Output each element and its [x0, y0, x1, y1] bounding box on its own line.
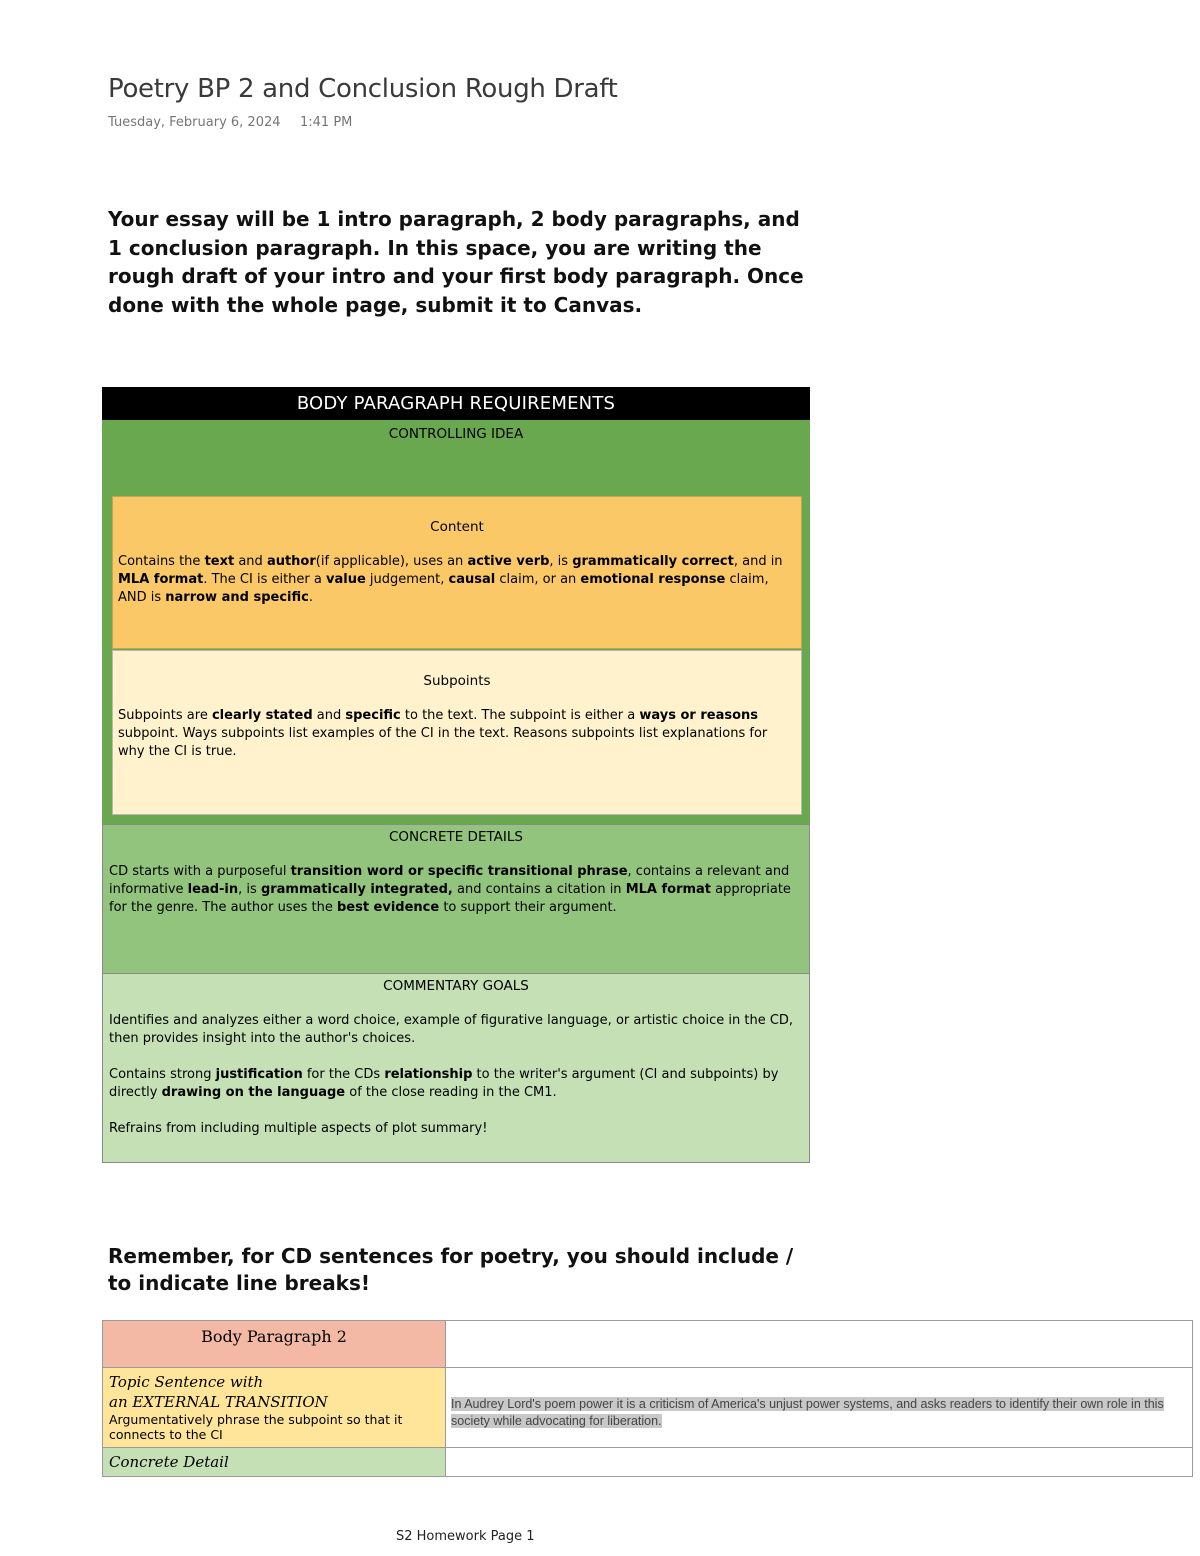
text-bold: best evidence	[336, 900, 440, 915]
text-run: , is	[238, 882, 261, 897]
topic-sentence-label-cell	[103, 1368, 446, 1448]
intro-instructions: Your essay will be 1 intro paragraph, 2 body paragraphs, and 1 conclusion paragraph. In this space, you are writing the rough draft of your intro and your first body paragraph. Once done with the whole page, submit it to Canvas.	[108, 207, 804, 317]
text-run: and	[312, 708, 346, 723]
text-run: appropriate for the genre. The author uses the	[109, 882, 791, 915]
content-box	[112, 496, 802, 649]
requirements-box	[102, 387, 810, 1163]
text-bold: causal	[448, 572, 496, 587]
requirements-header: BODY PARAGRAPH REQUIREMENTS	[102, 387, 810, 420]
commentary-goal-2	[109, 1066, 803, 1102]
page-date: Tuesday, February 6, 2024	[108, 115, 281, 130]
text-bold: grammatically correct	[572, 554, 734, 569]
text-bold: MLA format	[625, 882, 712, 897]
poetry-reminder: Remember, for CD sentences for poetry, you should include / to indicate line breaks!	[108, 1244, 794, 1295]
concrete-details-section	[102, 824, 810, 974]
concrete-detail-label-cell	[103, 1448, 446, 1477]
concrete-details-text	[103, 863, 809, 917]
text-bold: lead-in	[187, 882, 239, 897]
text-bold: relationship	[384, 1067, 473, 1082]
text-run: . The CI is either a	[203, 572, 326, 587]
table-row	[103, 1321, 1193, 1368]
concrete-detail-label: Concrete Detail	[109, 1453, 229, 1471]
text-run: , contains a relevant and informative	[109, 864, 790, 897]
header-blank-cell[interactable]	[446, 1321, 1193, 1368]
text-bold: ways or reasons	[639, 708, 759, 723]
text-run: to the writer's argument (CI and subpoints) by directly	[109, 1067, 779, 1100]
text-bold: author	[266, 554, 316, 569]
text-run: to support their argument.	[439, 900, 617, 915]
subpoints-text	[113, 707, 801, 761]
text-bold: clearly stated	[211, 708, 313, 723]
topic-sentence-label: Topic Sentence with	[109, 1373, 264, 1391]
content-text	[113, 553, 801, 607]
subpoints-box	[112, 650, 802, 815]
text-run: (if applicable), uses an	[315, 554, 468, 569]
commentary-goal-3: Refrains from including multiple aspects of plot summary!	[109, 1121, 488, 1136]
text-run: CD starts with a purposeful	[109, 864, 291, 879]
page-title: Poetry BP 2 and Conclusion Rough Draft	[108, 74, 618, 104]
table-row	[103, 1448, 1193, 1477]
text-run: claim, AND is	[118, 572, 769, 605]
text-bold: justification	[215, 1067, 303, 1082]
topic-sentence-instructions: Argumentatively phrase the subpoint so that it connects to the CI	[109, 1412, 403, 1442]
text-bold: narrow and specific	[165, 590, 309, 605]
text-run: subpoint. Ways subpoints list examples of the CI in the text. Reasons subpoints list explanations for why the CI is true.	[118, 726, 768, 759]
topic-sentence-text[interactable]: In Audrey Lord's poem power it is a criticism of America's unjust power systems, and asks readers to identify their own role in this society while advocating for liberation.	[451, 1397, 1164, 1428]
text-bold: MLA format	[118, 572, 204, 587]
text-bold: active verb	[467, 554, 550, 569]
commentary-goals-text	[103, 1012, 809, 1138]
text-run: judgement,	[365, 572, 449, 587]
table-row	[103, 1368, 1193, 1448]
commentary-goal-1: Identifies and analyzes either a word choice, example of figurative language, or artistic choice in the CD, then provides insight into the author's choices.	[109, 1013, 794, 1046]
concrete-details-title: CONCRETE DETAILS	[389, 829, 523, 845]
text-run: to the text. The subpoint is either a	[400, 708, 640, 723]
text-bold: drawing on the language	[161, 1085, 346, 1100]
subpoints-title: Subpoints	[423, 673, 491, 689]
content-title: Content	[430, 519, 484, 535]
text-bold: grammatically integrated,	[260, 882, 453, 897]
text-run: of the close reading in the CM1.	[345, 1085, 557, 1100]
text-run: claim, or an	[495, 572, 581, 587]
topic-sentence-answer[interactable]	[446, 1368, 1193, 1448]
page-footer: S2 Homework Page 1	[396, 1529, 535, 1544]
text-bold: transition word or specific transitional phrase	[290, 864, 628, 879]
text-run: , and in	[733, 554, 783, 569]
text-run: .	[308, 590, 313, 605]
commentary-goals-title: COMMENTARY GOALS	[383, 978, 529, 994]
concrete-detail-answer[interactable]	[446, 1448, 1193, 1477]
text-run: Contains the	[118, 554, 205, 569]
text-bold: emotional response	[580, 572, 726, 587]
controlling-idea-section	[102, 420, 810, 824]
commentary-goals-section	[102, 974, 810, 1163]
body-paragraph-table	[102, 1320, 1193, 1477]
text-bold: text	[204, 554, 235, 569]
text-run: for the CDs	[302, 1067, 385, 1082]
text-run: Subpoints are	[118, 708, 212, 723]
text-bold: value	[326, 572, 366, 587]
text-run: and	[234, 554, 267, 569]
text-run: and contains a citation in	[452, 882, 626, 897]
external-transition-label: an EXTERNAL TRANSITION	[109, 1393, 328, 1411]
body-paragraph-header: Body Paragraph 2	[103, 1321, 446, 1368]
text-bold: specific	[345, 708, 401, 723]
controlling-idea-title: CONTROLLING IDEA	[388, 426, 524, 442]
page-time: 1:41 PM	[300, 115, 353, 130]
text-run: Contains strong	[109, 1067, 216, 1082]
text-run: , is	[549, 554, 573, 569]
